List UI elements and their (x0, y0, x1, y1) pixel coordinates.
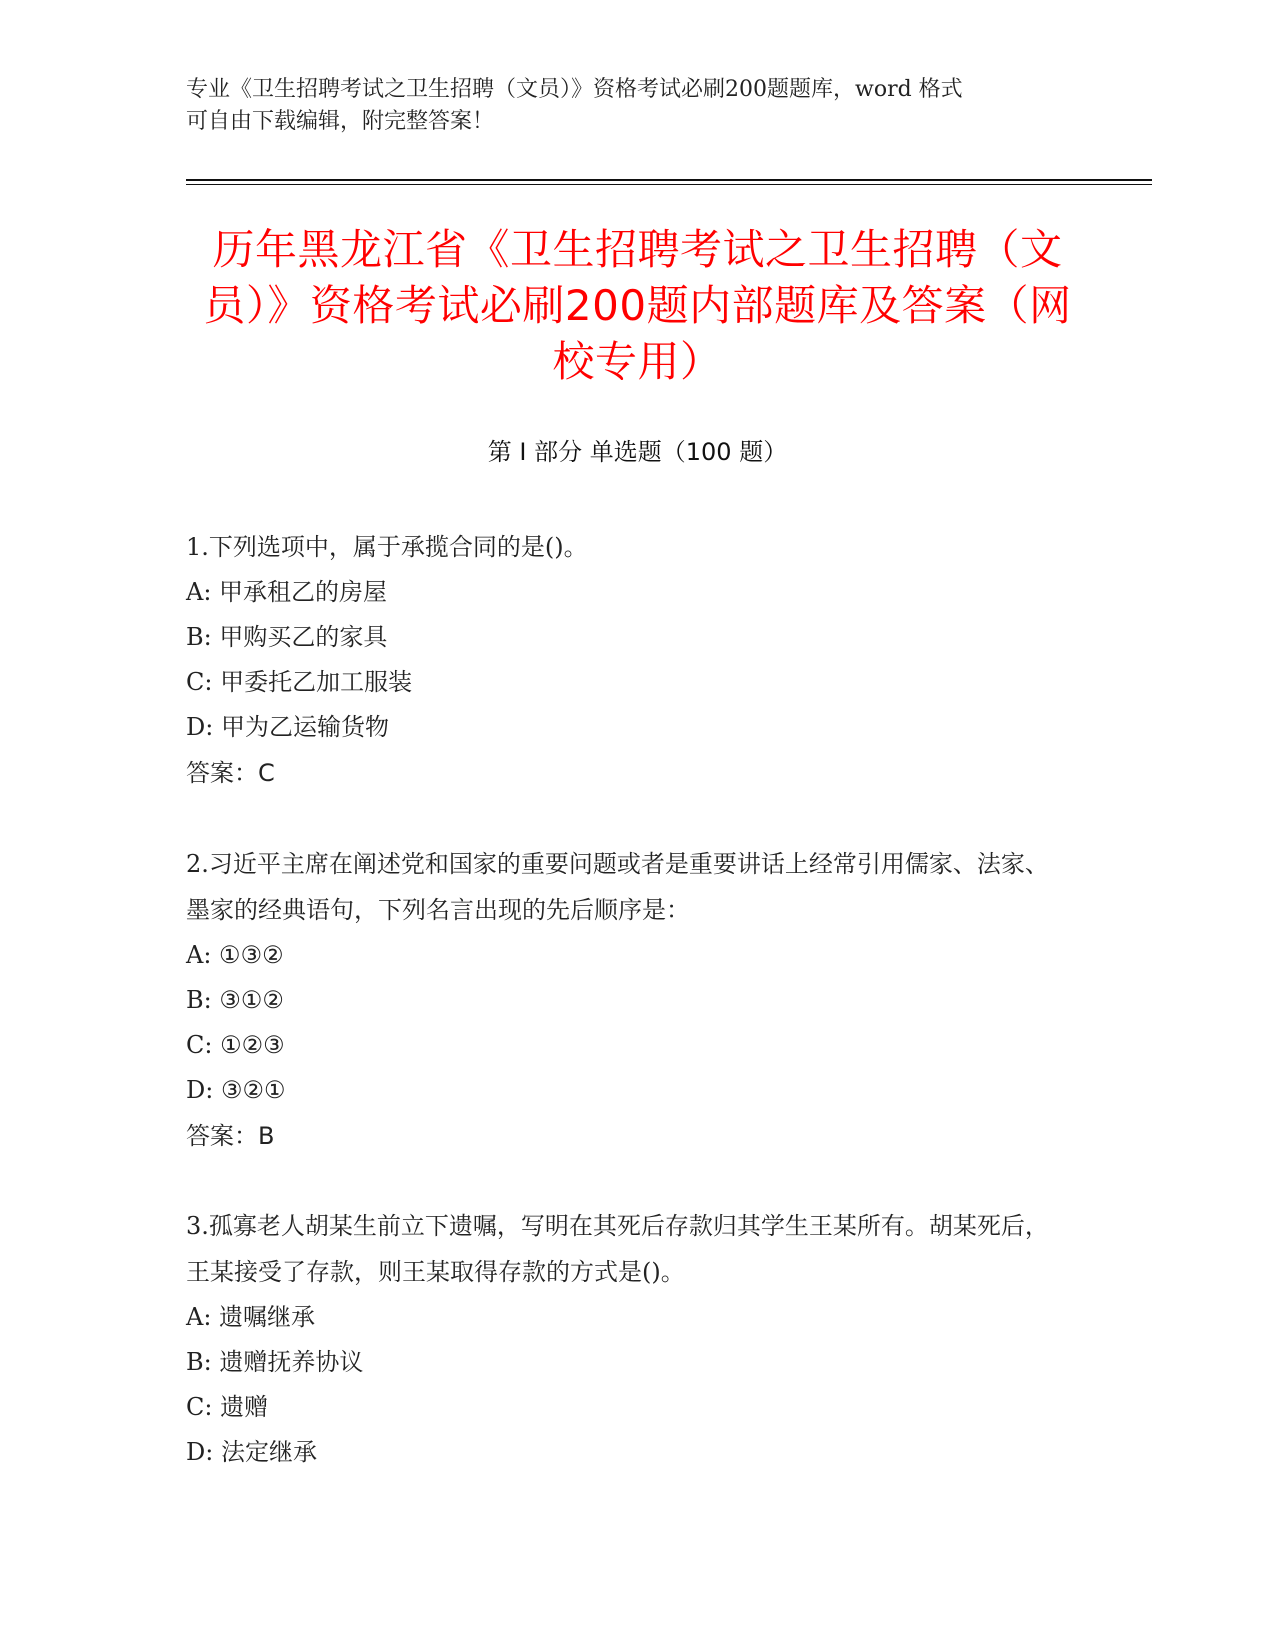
option-d: D: 甲为乙运输货物 (186, 713, 389, 741)
question-block (186, 1203, 1066, 1475)
option-a: A: ①③② (186, 941, 284, 969)
option-a: A: 遗嘱继承 (186, 1303, 316, 1331)
document-title: 历年黑龙江省《卫生招聘考试之卫生招聘（文员）》资格考试必刷200题内部题库及答案（网校专用） (203, 225, 1072, 386)
option-b: B: ③①② (186, 986, 284, 1014)
option-d: D: ③②① (186, 1076, 286, 1104)
section-heading: 第 I 部分 单选题（100 题） (487, 438, 788, 466)
question-stem: 1.下列选项中，属于承揽合同的是()。 (186, 533, 588, 561)
option-d: D: 法定继承 (186, 1438, 317, 1466)
option-b: B: 遗赠抚养协议 (186, 1348, 364, 1376)
option-c: C: 甲委托乙加工服装 (186, 668, 413, 696)
option-c: C: 遗赠 (186, 1393, 269, 1421)
question-stem: 2.习近平主席在阐述党和国家的重要问题或者是重要讲话上经常引用儒家、法家、墨家的经典语句，下列名言出现的先后顺序是： (186, 850, 1049, 924)
question-block (186, 524, 1066, 796)
answer-line: 答案：B (186, 1122, 275, 1150)
option-a: A: 甲承租乙的房屋 (186, 578, 388, 606)
answer-line: 答案：C (186, 759, 275, 787)
header-note: 专业《卫生招聘考试之卫生招聘（文员）》资格考试必刷200题题库，word 格式 可自由下载编辑，附完整答案！ (186, 77, 963, 134)
question-stem: 3.孤寡老人胡某生前立下遗嘱，写明在其死后存款归其学生王某所有。胡某死后，王某接受了存款，则王某取得存款的方式是()。 (186, 1212, 1049, 1286)
option-c: C: ①②③ (186, 1031, 285, 1059)
question-block (186, 841, 1066, 1159)
option-b: B: 甲购买乙的家具 (186, 623, 388, 651)
header-divider-thick (186, 179, 1152, 181)
header-divider-thin (186, 184, 1152, 185)
